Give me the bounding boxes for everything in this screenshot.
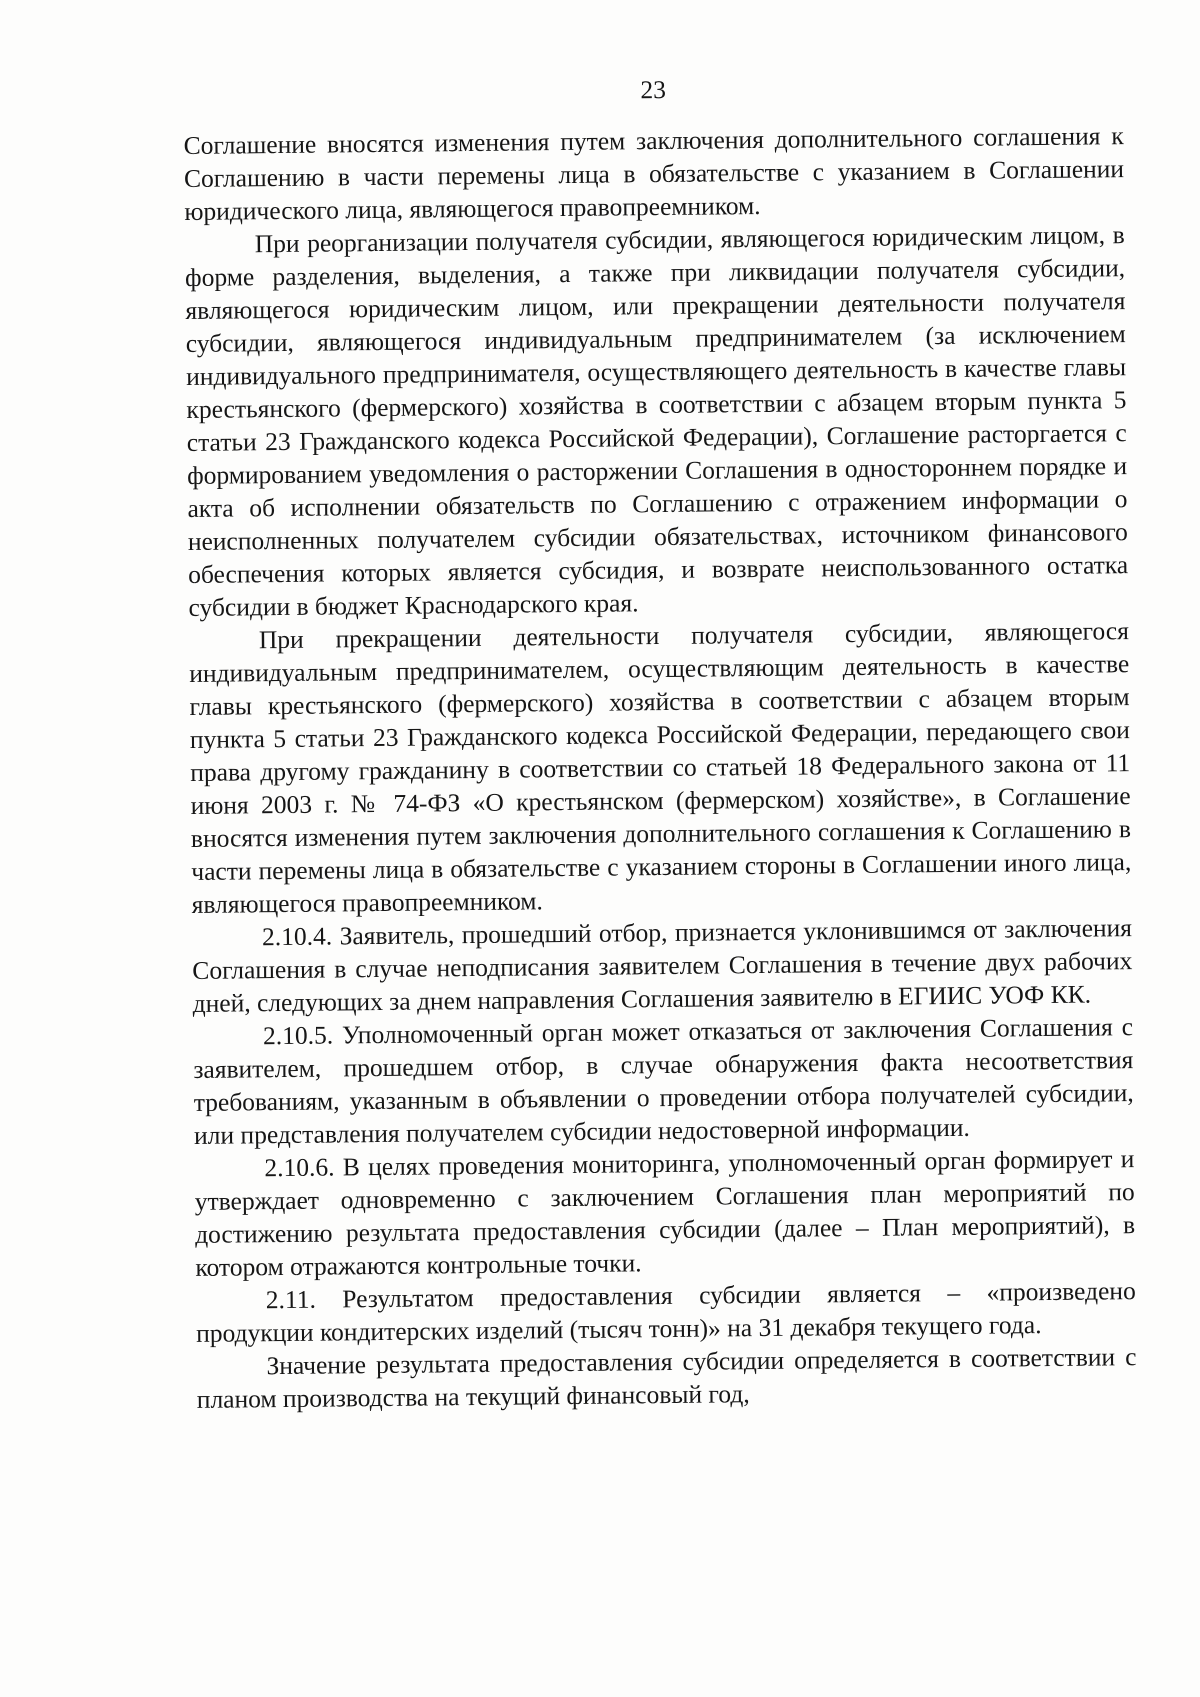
paragraph-6: 2.10.6. В целях проведения мониторинга, уполномоченный орган формирует и утверждает одновременно с заключением Соглашения план мероприятий по достижению результата предоставления субсидии (далее – План мероприятий), в котором отражаются контрольные точки.	[194, 1144, 1136, 1282]
paragraph-8: Значение результата предоставления субсидии определяется в соответствии с планом производства на текущий финансовый год,	[196, 1342, 1137, 1414]
page-number: 23	[640, 74, 667, 105]
paragraph-4: 2.10.4. Заявитель, прошедший отбор, признается уклонившимся от заключения Соглашения в случае неподписания заявителем Соглашения в течение двух рабочих дней, следующих за днем направления Соглашения заявителю в ЕГИИС УОФ КК.	[192, 913, 1133, 1018]
paragraph-1: Соглашение вносятся изменения путем заключения дополнительного соглашения к Соглашению в части перемены лица в обязательстве с указанием в Соглашении юридического лица, являющегося правопреемником.	[183, 121, 1125, 226]
paragraph-3: При прекращении деятельности получателя субсидии, являющегося индивидуальным предпринимателем, осуществляющим деятельность в качестве главы крестьянского (фермерского) хозяйства в соответствии с абзацем вторым пункта 5 статьи 23 Гражданского кодекса Российской Федерации, передающего свои права другому гражданину в соответствии со статьей 18 Федерального закона от 11 июня 2003 г. № 74-ФЗ «О крестьянском (фермерском) хозяйстве», в Соглашение вносятся изменения путем заключения дополнительного соглашения к Соглашению в части перемены лица в обязательстве с указанием стороны в Соглашении иного лица, являющегося правопреемником.	[189, 616, 1132, 919]
paragraph-5: 2.10.5. Уполномоченный орган может отказаться от заключения Соглашения с заявителем, прошедшем отбор, в случае обнаружения факта несоответствия требованиям, указанным в объявлении о проведении отбора получателей субсидии, или представления получателем субсидии недостоверной информации.	[193, 1012, 1134, 1150]
document-body	[183, 68, 1137, 1416]
paragraph-2: При реорганизации получателя субсидии, являющегося юридическим лицом, в форме разделения, выделения, а также при ликвидации получателя субсидии, являющегося юридическим лицом, или прекращении деятельности получателя субсидии, являющегося индивидуальным предпринимателем (за исключением индивидуального предпринимателя, осуществляющего деятельность в качестве главы крестьянского (фермерского) хозяйства в соответствии с абзацем вторым пункта 5 статьи 23 Гражданского кодекса Российской Федерации), Соглашение расторгается с формированием уведомления о расторжении Соглашения в одностороннем порядке и акта об исполнении обязательств по Соглашению с отражением информации о неисполненных получателем субсидии обязательствах, источником финансового обеспечения которых является субсидия, и возврате неиспользованного остатка субсидии в бюджет Краснодарского края.	[184, 220, 1129, 622]
paragraph-7: 2.11. Результатом предоставления субсидии является – «произведено продукции кондитерских изделий (тысяч тонн)» на 31 декабря текущего года.	[195, 1276, 1136, 1348]
